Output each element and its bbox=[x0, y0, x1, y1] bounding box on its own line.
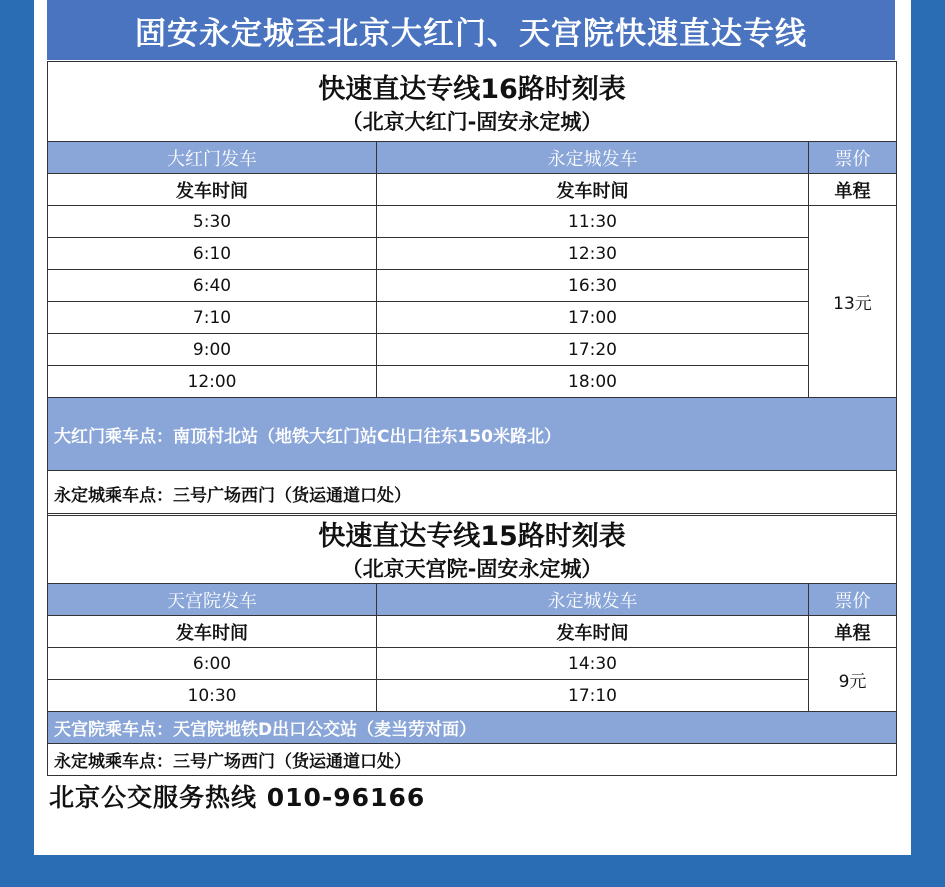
route15-col-tiangongyuan: 天宫院发车 bbox=[48, 584, 377, 616]
route15-col-yongdingcheng: 永定城发车 bbox=[377, 584, 809, 616]
route15-row-1-a: 10:30 bbox=[48, 680, 377, 712]
route15-col-fare: 票价 bbox=[809, 584, 897, 616]
route15-title-cell bbox=[48, 514, 897, 584]
route16-row-2-b: 16:30 bbox=[377, 270, 809, 302]
banner-title: 固安永定城至北京大红门、天宫院快速直达专线 bbox=[47, 0, 895, 60]
service-hotline: 北京公交服务热线 010-96166 bbox=[49, 783, 426, 812]
route15-sub-time-a: 发车时间 bbox=[48, 616, 377, 648]
route15-sub-time-b: 发车时间 bbox=[377, 616, 809, 648]
route16-fare: 13元 bbox=[809, 206, 897, 398]
route16-col-yongdingcheng: 永定城发车 bbox=[377, 142, 809, 174]
route16-col-dahongmen: 大红门发车 bbox=[48, 142, 377, 174]
route16-sub-time-a: 发车时间 bbox=[48, 174, 377, 206]
route16-table bbox=[47, 61, 897, 516]
route16-row-3-a: 7:10 bbox=[48, 302, 377, 334]
route16-sub-time-b: 发车时间 bbox=[377, 174, 809, 206]
route15-title: 快速直达专线15路时刻表 bbox=[318, 521, 626, 552]
route15-row-0-b: 14:30 bbox=[377, 648, 809, 680]
route16-col-fare: 票价 bbox=[809, 142, 897, 174]
route15-row-0-a: 6:00 bbox=[48, 648, 377, 680]
route16-row-0-b: 11:30 bbox=[377, 206, 809, 238]
route16-sub-single: 单程 bbox=[809, 174, 897, 206]
route16-title: 快速直达专线16路时刻表 bbox=[318, 74, 626, 105]
route15-stop-tiangongyuan: 天宫院乘车点：天宫院地铁D出口公交站（麦当劳对面） bbox=[48, 712, 897, 744]
route16-row-1-a: 6:10 bbox=[48, 238, 377, 270]
route16-stop-dahongmen: 大红门乘车点：南顶村北站（地铁大红门站C出口往东150米路北） bbox=[48, 398, 897, 471]
route16-row-4-b: 17:20 bbox=[377, 334, 809, 366]
route15-subtitle: （北京天宫院-固安永定城） bbox=[341, 557, 603, 581]
route16-row-4-a: 9:00 bbox=[48, 334, 377, 366]
route15-fare: 9元 bbox=[809, 648, 897, 712]
route16-row-5-a: 12:00 bbox=[48, 366, 377, 398]
route16-row-1-b: 12:30 bbox=[377, 238, 809, 270]
route16-row-2-a: 6:40 bbox=[48, 270, 377, 302]
route16-title-cell bbox=[48, 62, 897, 142]
route15-table bbox=[47, 513, 897, 776]
route16-row-5-b: 18:00 bbox=[377, 366, 809, 398]
route16-subtitle: （北京大红门-固安永定城） bbox=[341, 110, 603, 134]
route16-stop-yongdingcheng: 永定城乘车点：三号广场西门（货运通道口处） bbox=[48, 471, 897, 516]
route15-stop-yongdingcheng: 永定城乘车点：三号广场西门（货运通道口处） bbox=[48, 744, 897, 776]
route16-row-0-a: 5:30 bbox=[48, 206, 377, 238]
route16-row-3-b: 17:00 bbox=[377, 302, 809, 334]
route15-row-1-b: 17:10 bbox=[377, 680, 809, 712]
route15-sub-single: 单程 bbox=[809, 616, 897, 648]
